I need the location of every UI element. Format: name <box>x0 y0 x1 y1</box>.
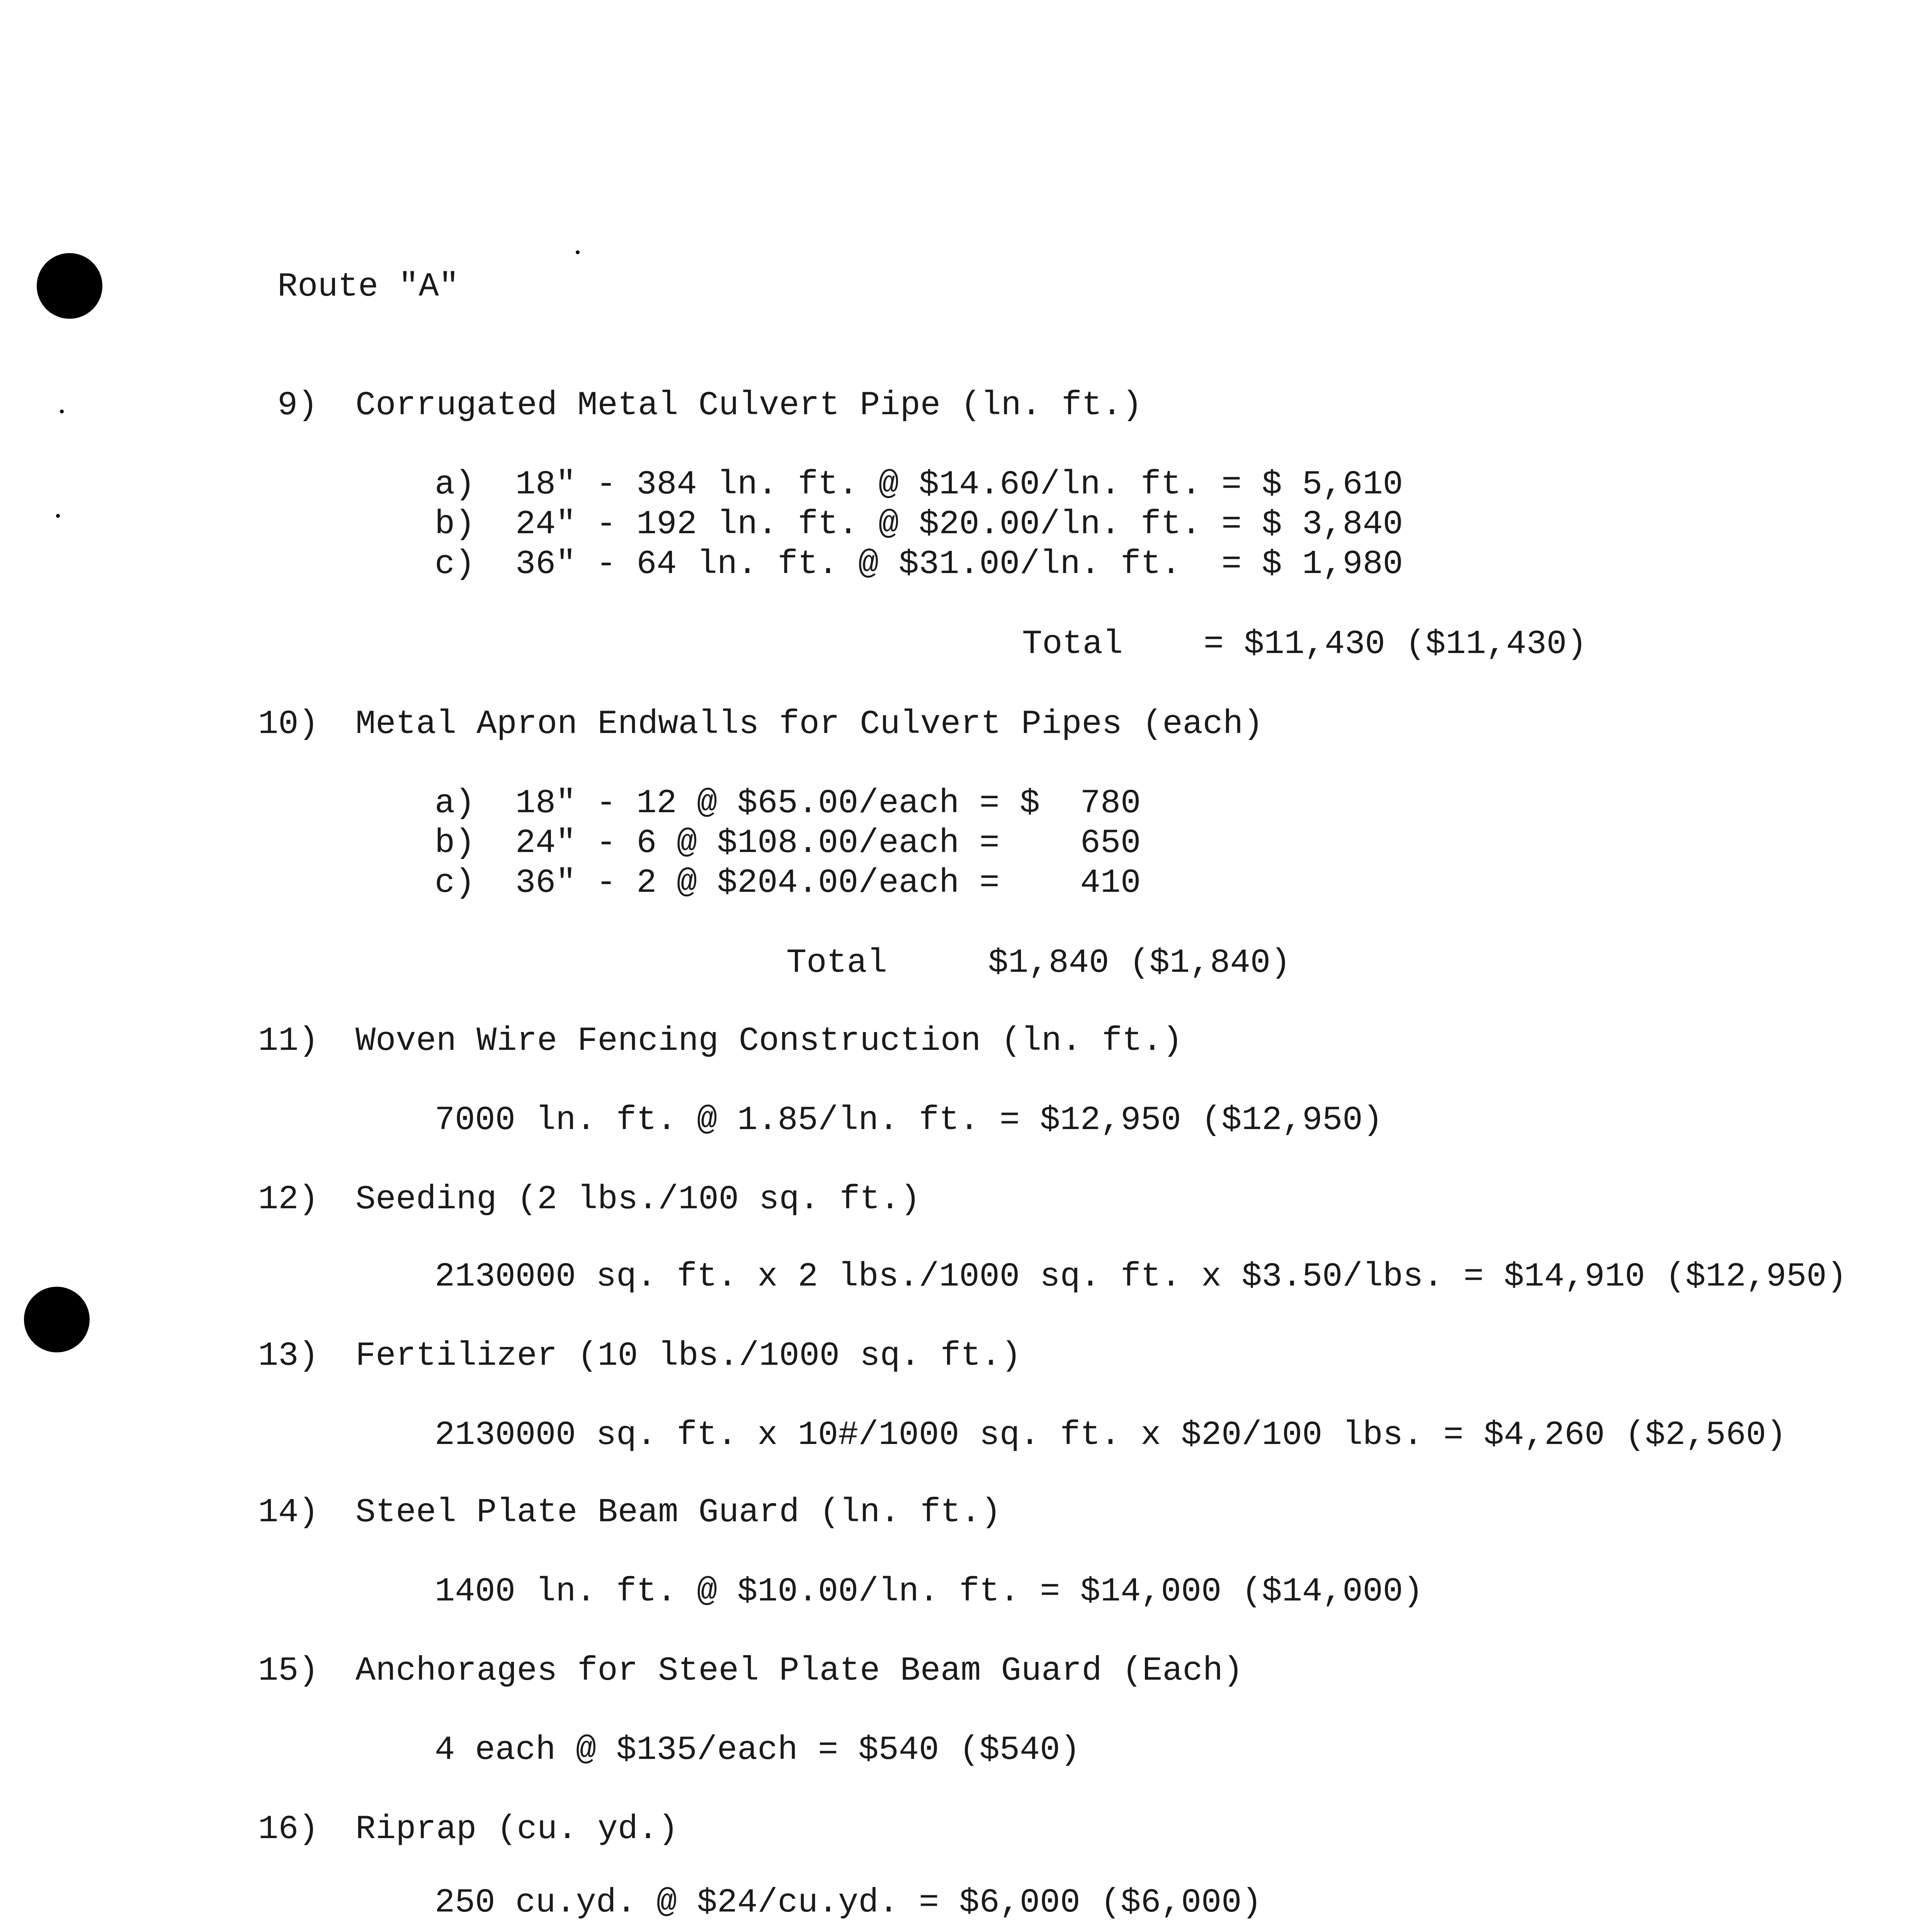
item-title: Fertilizer (10 lbs./1000 sq. ft.) <box>355 1337 1021 1375</box>
item-title: Metal Apron Endwalls for Culvert Pipes (each) <box>355 706 1264 743</box>
item-number: 11) <box>258 1022 319 1060</box>
item-total: Total $1,840 ($1,840) <box>786 944 1291 982</box>
punch-hole-middle <box>24 1287 90 1352</box>
item-detail-line: 1400 ln. ft. @ $10.00/ln. ft. = $14,000 ($14,000) <box>435 1573 1423 1611</box>
scan-speck <box>60 410 64 413</box>
item-number: 10) <box>258 706 319 743</box>
item-total: Total = $11,430 ($11,430) <box>1022 626 1587 663</box>
item-number: 9) <box>277 387 318 425</box>
item-number: 12) <box>258 1181 319 1219</box>
item-number: 13) <box>258 1337 319 1375</box>
item-detail-line: 7000 ln. ft. @ 1.85/ln. ft. = $12,950 ($12,950) <box>435 1102 1383 1139</box>
item-title: Steel Plate Beam Guard (ln. ft.) <box>355 1494 1001 1532</box>
item-detail-line: 2130000 sq. ft. x 2 lbs./1000 sq. ft. x $3.50/lbs. = $14,910 ($12,950) <box>435 1258 1847 1296</box>
item-title: Woven Wire Fencing Construction (ln. ft.) <box>355 1022 1183 1060</box>
item-detail-line: b) 24" - 6 @ $108.00/each = 650 <box>435 825 1141 862</box>
scan-speck <box>56 514 60 518</box>
item-title: Anchorages for Steel Plate Beam Guard (Each) <box>355 1652 1243 1690</box>
route-heading: Route "A" <box>277 268 459 306</box>
item-number: 14) <box>258 1494 319 1532</box>
item-number: 16) <box>258 1811 319 1849</box>
scan-speck <box>576 250 580 254</box>
item-detail-line: c) 36" - 64 ln. ft. @ $31.00/ln. ft. = $ 1,980 <box>435 546 1403 583</box>
item-number: 15) <box>258 1652 319 1690</box>
item-detail-line: c) 36" - 2 @ $204.00/each = 410 <box>435 864 1141 902</box>
item-detail-line: 250 cu.yd. @ $24/cu.yd. = $6,000 ($6,000) <box>435 1884 1262 1922</box>
item-detail-line: b) 24" - 192 ln. ft. @ $20.00/ln. ft. = $ 3,840 <box>435 506 1403 544</box>
item-detail-line: a) 18" - 384 ln. ft. @ $14.60/ln. ft. = $ 5,610 <box>435 466 1403 504</box>
item-detail-line: 2130000 sq. ft. x 10#/1000 sq. ft. x $20/100 lbs. = $4,260 ($2,560) <box>435 1417 1786 1454</box>
item-detail-line: 4 each @ $135/each = $540 ($540) <box>435 1731 1080 1769</box>
punch-hole-top <box>37 253 102 319</box>
item-title: Seeding (2 lbs./100 sq. ft.) <box>355 1181 920 1219</box>
item-title: Corrugated Metal Culvert Pipe (ln. ft.) <box>355 387 1143 425</box>
item-detail-line: a) 18" - 12 @ $65.00/each = $ 780 <box>435 785 1141 823</box>
item-title: Riprap (cu. yd.) <box>355 1811 679 1849</box>
